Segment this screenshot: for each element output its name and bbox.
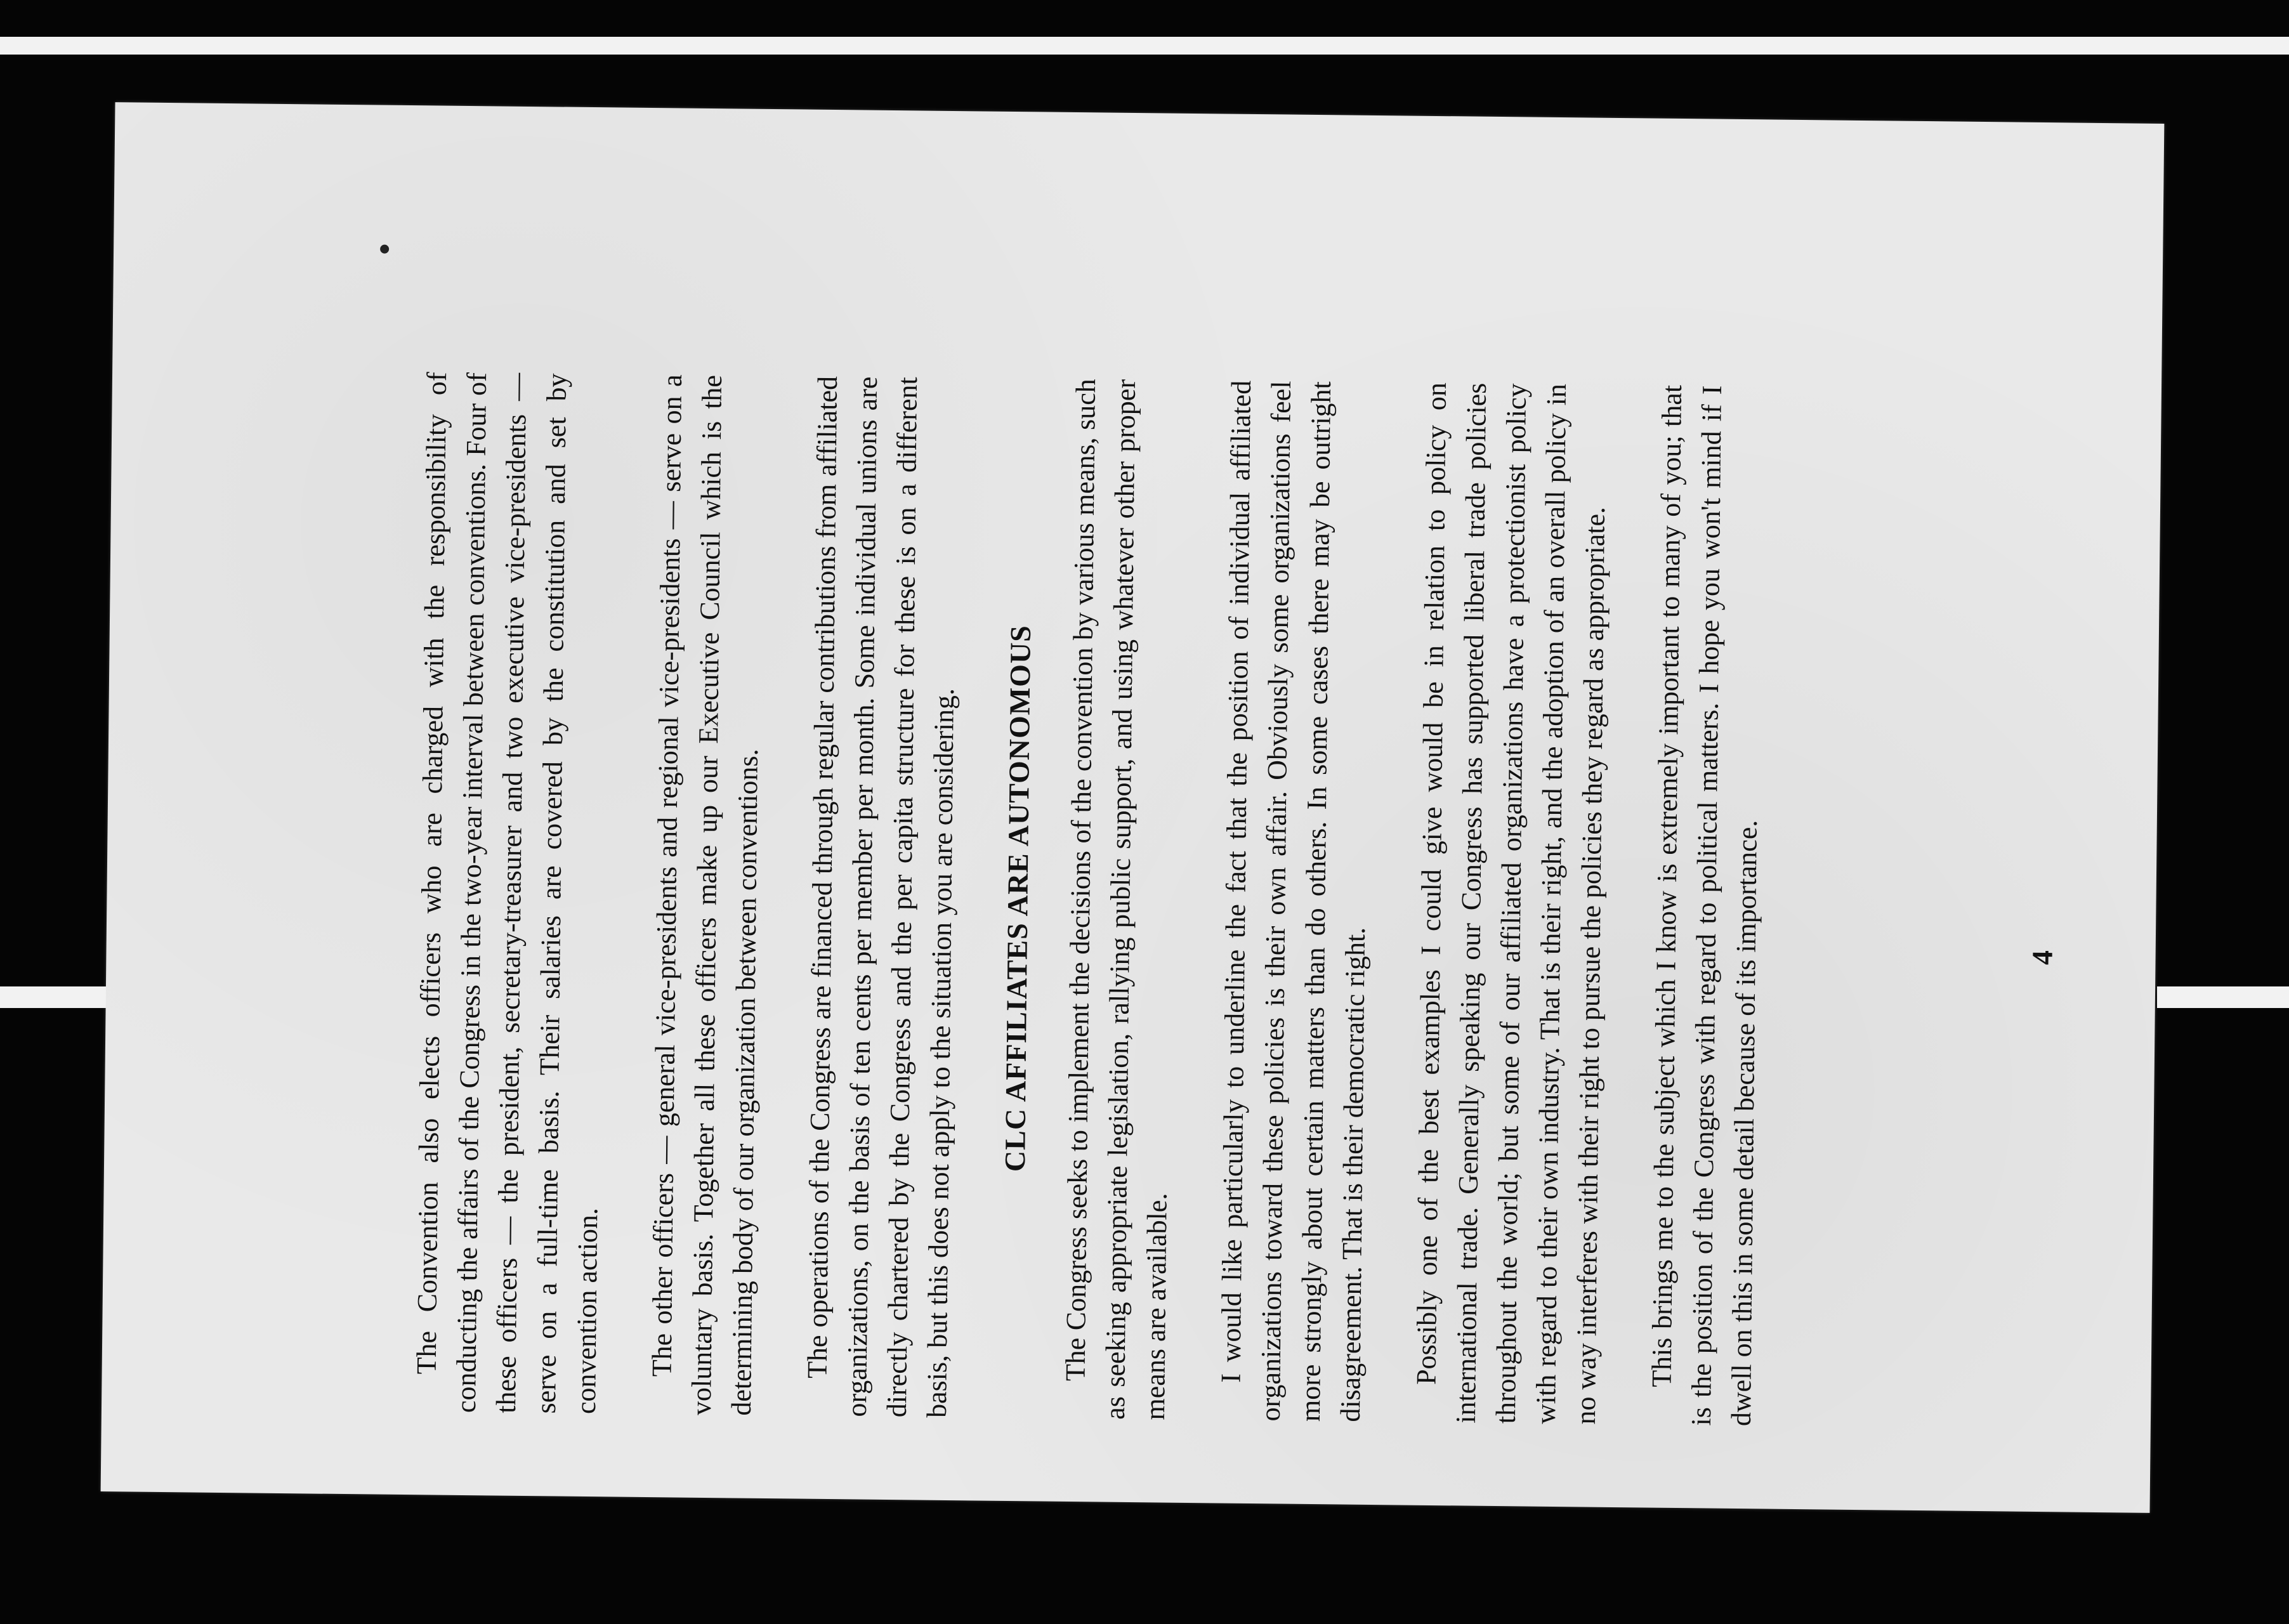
film-border-line: [2157, 986, 2289, 1008]
paragraph: The operations of the Congress are financed through regular contributions from affiliated organizations, on the basis of ten cents per member per month. Some individual unions are directly chartered by the Congress and the per capita structure for these is on a different basis, but this does not apply to the situation you are considering.: [801, 376, 960, 1418]
paragraph: The Congress seeks to implement the decisions of the convention by various means, such as seeking appropriate legislation, rallying public support, and using whatever other proper means are available.: [1059, 378, 1173, 1420]
text-frame: [400, 372, 1763, 1624]
paragraph: Possibly one of the best examples I could give would be in relation to policy on international trade. Generally speaking our Congress has supported liberal trade policies throughout the world; but some of our affiliated organizations have a protectionist policy with regard to their own industry. That is their right, and the adoption of an overall policy in no way interferes with their right to pursue the policies they regard as appropriate.: [1410, 382, 1611, 1425]
scan-speck: [380, 245, 389, 254]
section-heading: CLC AFFILIATES ARE AUTONOMOUS: [998, 624, 1037, 1172]
paragraph: This brings me to the subject which I know is extremely important to many of you; that is the position of the Congress with regard to political matters. I hope you won't mind if I dwell on this in some detail because of its importance.: [1646, 384, 1763, 1427]
film-border-line: [0, 37, 2289, 55]
paragraph: The other officers — general vice-presidents and regional vice-presidents — serve on a voluntary basis. Together all these officers make up our Executive Council which is the determining body of our organization between conventions.: [646, 374, 764, 1416]
document-page: [101, 102, 2165, 1513]
page-number: 4: [2026, 950, 2059, 966]
rotated-text-block: [406, 372, 2041, 1429]
paragraph: I would like particularly to underline the fact that the position of individual affiliated organizations toward these policies is their own affair. Obviously some organizations feel more strongly about certain matters than do others. In some cases there may be outright disagreement. That is their democratic right.: [1215, 380, 1372, 1422]
paragraph: The Convention also elects officers who are charged with the responsibility of conducting the affairs of the Congress in the two-year interval between conventions. Four of these officers — the president, secretary-treasurer and two executive vice-presidents — serve on a full-time basis. Their salaries are covered by the constitution and set by convention action.: [410, 372, 604, 1415]
